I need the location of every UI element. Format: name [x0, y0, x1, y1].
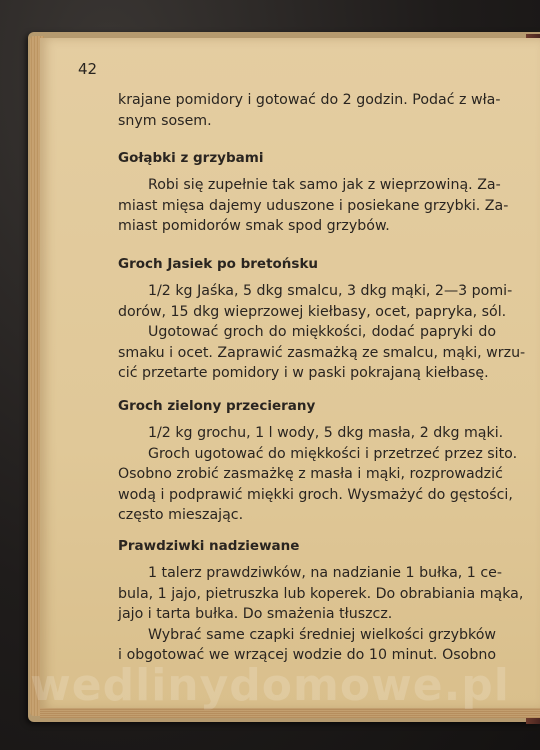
text-line: smaku i ocet. Zaprawić zasmażką ze smalcu, mąki, wrzu- — [118, 344, 526, 361]
recipe-body — [118, 175, 509, 237]
text-line: i obgotować we wrzącej wodzie do 10 minut. Osobno — [118, 647, 496, 663]
text-line: miast mięsa dajemy uduszone i posiekane grzybki. Za- — [118, 197, 509, 214]
recipe-title: Gołąbki z grzybami — [118, 150, 264, 166]
text-line: Ugotować groch do miękkości, dodać papryki do — [148, 324, 496, 340]
recipe-title: Prawdziwki nadziewane — [118, 538, 300, 554]
recipe-body — [118, 563, 524, 666]
text-line: Robi się zupełnie tak samo jak z wieprzowiną. Za- — [148, 177, 501, 193]
recipe-title: Groch Jasiek po bretońsku — [118, 256, 319, 272]
text-line: krajane pomidory i gotować do 2 godzin. Podać z wła- — [118, 92, 501, 108]
intro-paragraph — [118, 90, 501, 131]
text-line: jajo i tarta bułka. Do smażenia tłuszcz. — [118, 606, 393, 622]
text-line: 1 talerz prawdziwków, na nadzianie 1 bułka, 1 ce- — [148, 565, 502, 581]
text-line: snym sosem. — [118, 112, 212, 129]
text-line: często mieszając. — [118, 507, 244, 523]
text-line: 1/2 kg Jaśka, 5 dkg smalcu, 3 dkg mąki, 2—3 pomi- — [148, 283, 513, 299]
watermark: wedlinydomowe.pl — [30, 660, 510, 711]
text-line: bula, 1 jajo, pietruszka lub koperek. Do obrabiania mąka, — [118, 585, 524, 602]
text-line: miast pomidorów smak spod grzybów. — [118, 218, 390, 234]
text-line: wodą i podprawić miękki groch. Wysmażyć do gęstości, — [118, 486, 513, 503]
recipe-body — [118, 281, 526, 384]
text-line: cić przetarte pomidory i w paski pokrajaną kiełbasę. — [118, 365, 489, 381]
recipe-body — [118, 423, 518, 526]
page-number: 42 — [78, 60, 98, 78]
text-line: Osobno zrobić zasmażkę z masła i mąki, rozprowadzić — [118, 466, 503, 482]
text-line: Groch ugotować do miękkości i przetrzeć przez sito. — [148, 445, 518, 462]
text-line: dorów, 15 dkg wieprzowej kiełbasy, ocet, papryka, sól. — [118, 303, 507, 320]
text-line: Wybrać same czapki średniej wielkości grzybków — [148, 626, 496, 643]
recipe-title: Groch zielony przecierany — [118, 398, 316, 414]
text-line: 1/2 kg grochu, 1 l wody, 5 dkg masła, 2 dkg mąki. — [148, 425, 504, 441]
